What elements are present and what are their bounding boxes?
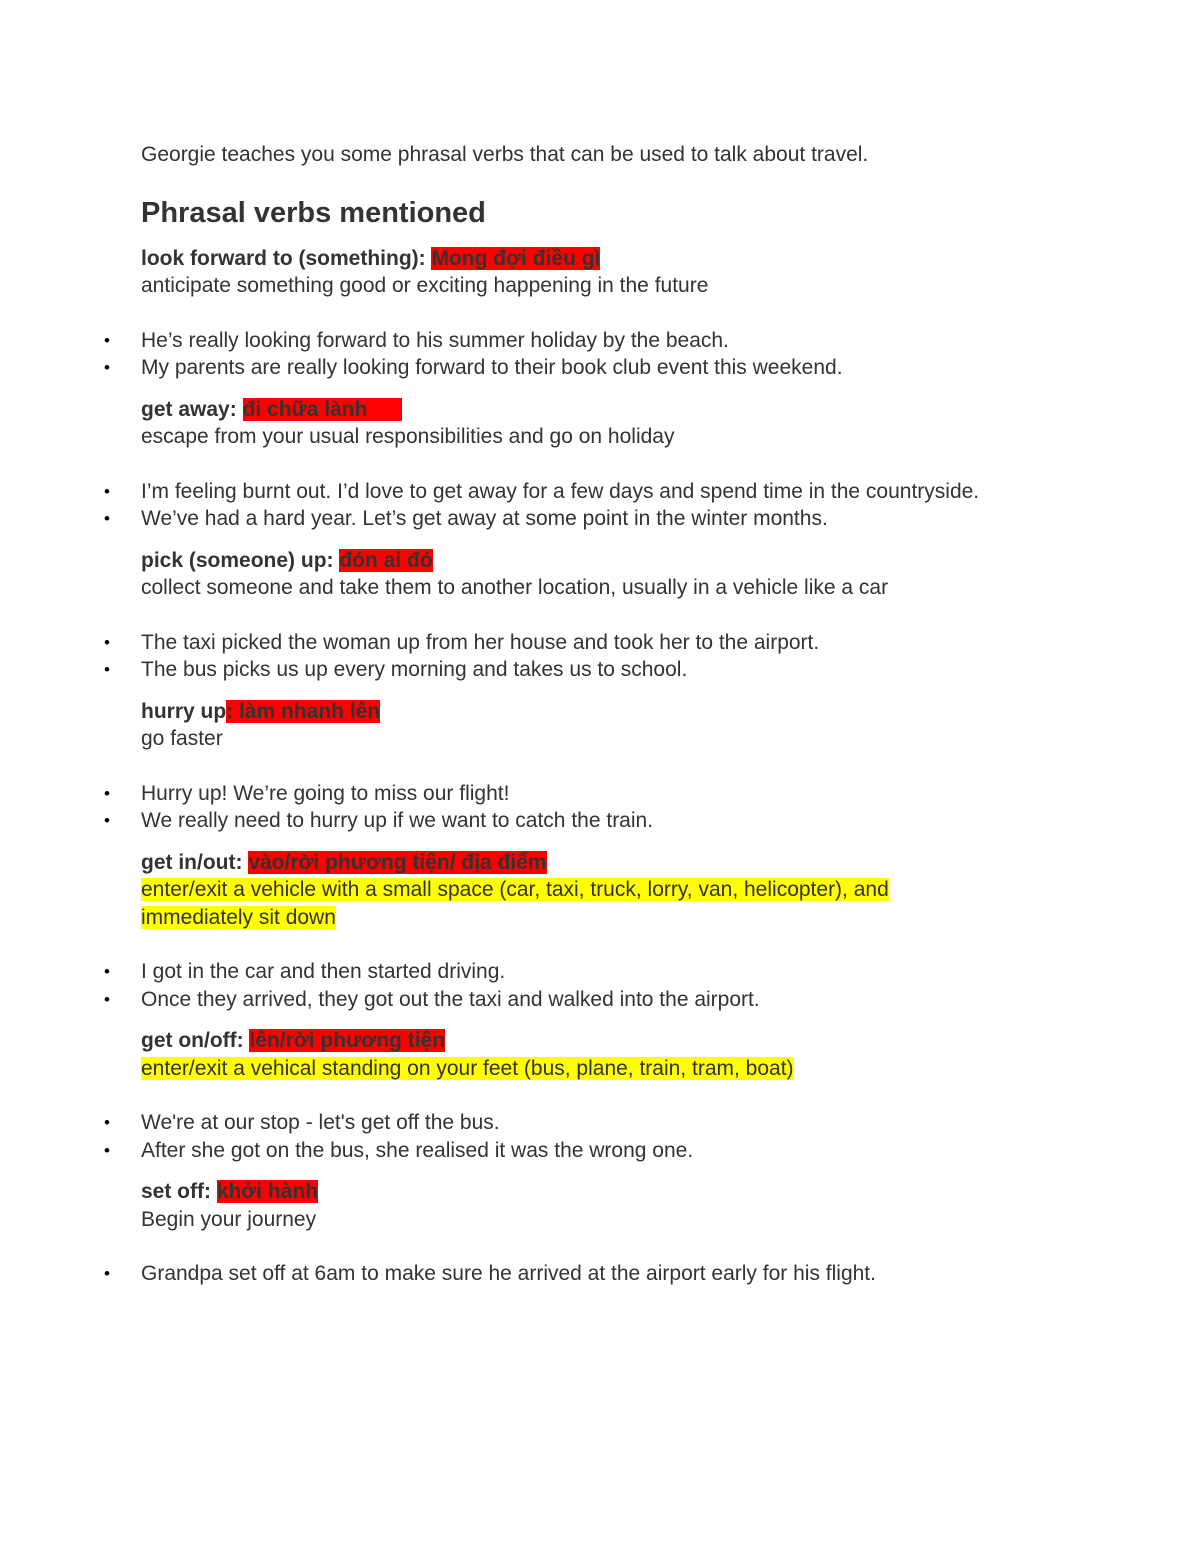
example-item bbox=[104, 1260, 1001, 1288]
bullet-icon: • bbox=[104, 358, 110, 377]
vietnamese-translation: lên/rời phương tiện bbox=[249, 1029, 446, 1052]
examples-list bbox=[104, 1260, 1001, 1288]
phrasal-verb-term: get on/off: bbox=[141, 1029, 250, 1052]
phrasal-verb-entry bbox=[104, 1178, 1001, 1288]
example-item bbox=[104, 1137, 1001, 1165]
definition-text: go faster bbox=[141, 727, 223, 750]
term-line bbox=[141, 1178, 1001, 1206]
vietnamese-translation: khởi hành bbox=[216, 1180, 319, 1203]
bullet-icon: • bbox=[104, 481, 110, 501]
vietnamese-translation: vào/rời phương tiện/ địa điểm bbox=[248, 850, 547, 874]
phrasal-verb-term: look forward to (something): bbox=[141, 246, 432, 270]
example-text: I got in the car and then started driving. bbox=[141, 960, 506, 983]
term-line bbox=[141, 396, 1001, 424]
definition bbox=[141, 876, 1001, 931]
definition-text: enter/exit a vehical standing on your feet (bus, plane, train, tram, boat) bbox=[141, 1056, 794, 1080]
definition-text: anticipate something good or exciting happening in the future bbox=[141, 274, 709, 297]
phrasal-verb-entry bbox=[104, 698, 1001, 835]
definition bbox=[141, 725, 1001, 753]
example-item bbox=[104, 629, 1001, 657]
example-text: We’ve had a hard year. Let’s get away at some point in the winter months. bbox=[141, 507, 828, 530]
examples-list bbox=[104, 327, 1001, 382]
phrasal-verb-entry bbox=[104, 396, 1001, 533]
bullet-icon: • bbox=[104, 989, 110, 1009]
phrasal-verb-term: set off: bbox=[141, 1180, 217, 1203]
example-text: Grandpa set off at 6am to make sure he arrived at the airport early for his flight. bbox=[141, 1262, 876, 1285]
example-item bbox=[104, 1109, 1001, 1137]
example-item bbox=[104, 354, 1001, 382]
example-text: We're at our stop - let's get off the bus. bbox=[141, 1111, 500, 1134]
examples-list bbox=[104, 629, 1001, 684]
example-item bbox=[104, 807, 1001, 835]
definition bbox=[141, 423, 1001, 451]
bullet-icon: • bbox=[104, 1113, 110, 1132]
example-item bbox=[104, 505, 1001, 533]
bullet-icon: • bbox=[104, 962, 110, 981]
bullet-icon: • bbox=[104, 509, 110, 528]
example-text: He’s really looking forward to his summer holiday by the beach. bbox=[141, 328, 729, 352]
vietnamese-translation: đón ai đó bbox=[339, 548, 433, 572]
phrasal-verb-term: get in/out: bbox=[141, 850, 249, 874]
bullet-icon: • bbox=[104, 1264, 110, 1283]
phrasal-verb-entry bbox=[104, 547, 1001, 684]
example-item bbox=[104, 958, 1001, 986]
example-text: Hurry up! We’re going to miss our flight! bbox=[141, 781, 510, 805]
example-item bbox=[104, 986, 1001, 1014]
example-item bbox=[104, 327, 1001, 355]
example-item bbox=[104, 780, 1001, 808]
definition-text: enter/exit a vehicle with a small space (car, taxi, truck, lorry, van, helicopter), and immediately sit down bbox=[141, 878, 889, 929]
vietnamese-translation: : làm nhanh lên bbox=[226, 699, 381, 723]
bullet-icon: • bbox=[104, 1140, 110, 1160]
examples-list bbox=[104, 958, 1001, 1013]
term-line bbox=[141, 698, 1001, 726]
phrasal-verb-term: hurry up bbox=[141, 699, 227, 723]
example-text: The taxi picked the woman up from her house and took her to the airport. bbox=[141, 630, 820, 654]
example-text: I’m feeling burnt out. I’d love to get away for a few days and spend time in the countryside. bbox=[141, 479, 980, 503]
example-text: We really need to hurry up if we want to catch the train. bbox=[141, 809, 654, 832]
examples-list bbox=[104, 1109, 1001, 1164]
section-heading: Phrasal verbs mentioned bbox=[141, 196, 486, 229]
term-line bbox=[141, 1027, 1001, 1055]
phrasal-verb-term: get away: bbox=[141, 397, 243, 421]
definition bbox=[141, 574, 1001, 602]
bullet-icon: • bbox=[104, 660, 110, 679]
vietnamese-translation: đi chữa lành bbox=[242, 397, 403, 421]
definition bbox=[141, 1206, 1001, 1234]
example-text: Once they arrived, they got out the taxi and walked into the airport. bbox=[141, 987, 760, 1011]
definition-text: collect someone and take them to another location, usually in a vehicle like a car bbox=[141, 576, 889, 599]
example-text: After she got on the bus, she realised it was the wrong one. bbox=[141, 1138, 694, 1162]
document-page bbox=[104, 141, 1001, 1288]
examples-list bbox=[104, 478, 1001, 533]
definition-text: Begin your journey bbox=[141, 1207, 317, 1231]
phrasal-verb-entry bbox=[104, 1027, 1001, 1164]
intro-text: Georgie teaches you some phrasal verbs that can be used to talk about travel. bbox=[141, 143, 869, 166]
phrasal-verb-entry bbox=[104, 245, 1001, 382]
example-item bbox=[104, 656, 1001, 684]
examples-list bbox=[104, 780, 1001, 835]
bullet-icon: • bbox=[104, 632, 110, 652]
example-text: My parents are really looking forward to their book club event this weekend. bbox=[141, 356, 843, 379]
bullet-icon: • bbox=[104, 811, 110, 830]
example-item bbox=[104, 478, 1001, 506]
vietnamese-translation: Mong đợi điều gì bbox=[431, 246, 601, 270]
term-line bbox=[141, 245, 1001, 273]
term-line bbox=[141, 547, 1001, 575]
phrasal-verb-term: pick (someone) up: bbox=[141, 548, 340, 572]
phrasal-verb-entry bbox=[104, 849, 1001, 1014]
example-text: The bus picks us up every morning and takes us to school. bbox=[141, 658, 688, 681]
bullet-icon: • bbox=[104, 330, 110, 350]
bullet-icon: • bbox=[104, 783, 110, 803]
definition bbox=[141, 1055, 1001, 1083]
definition bbox=[141, 272, 1001, 300]
definition-text: escape from your usual responsibilities and go on holiday bbox=[141, 425, 675, 448]
term-line bbox=[141, 849, 1001, 877]
